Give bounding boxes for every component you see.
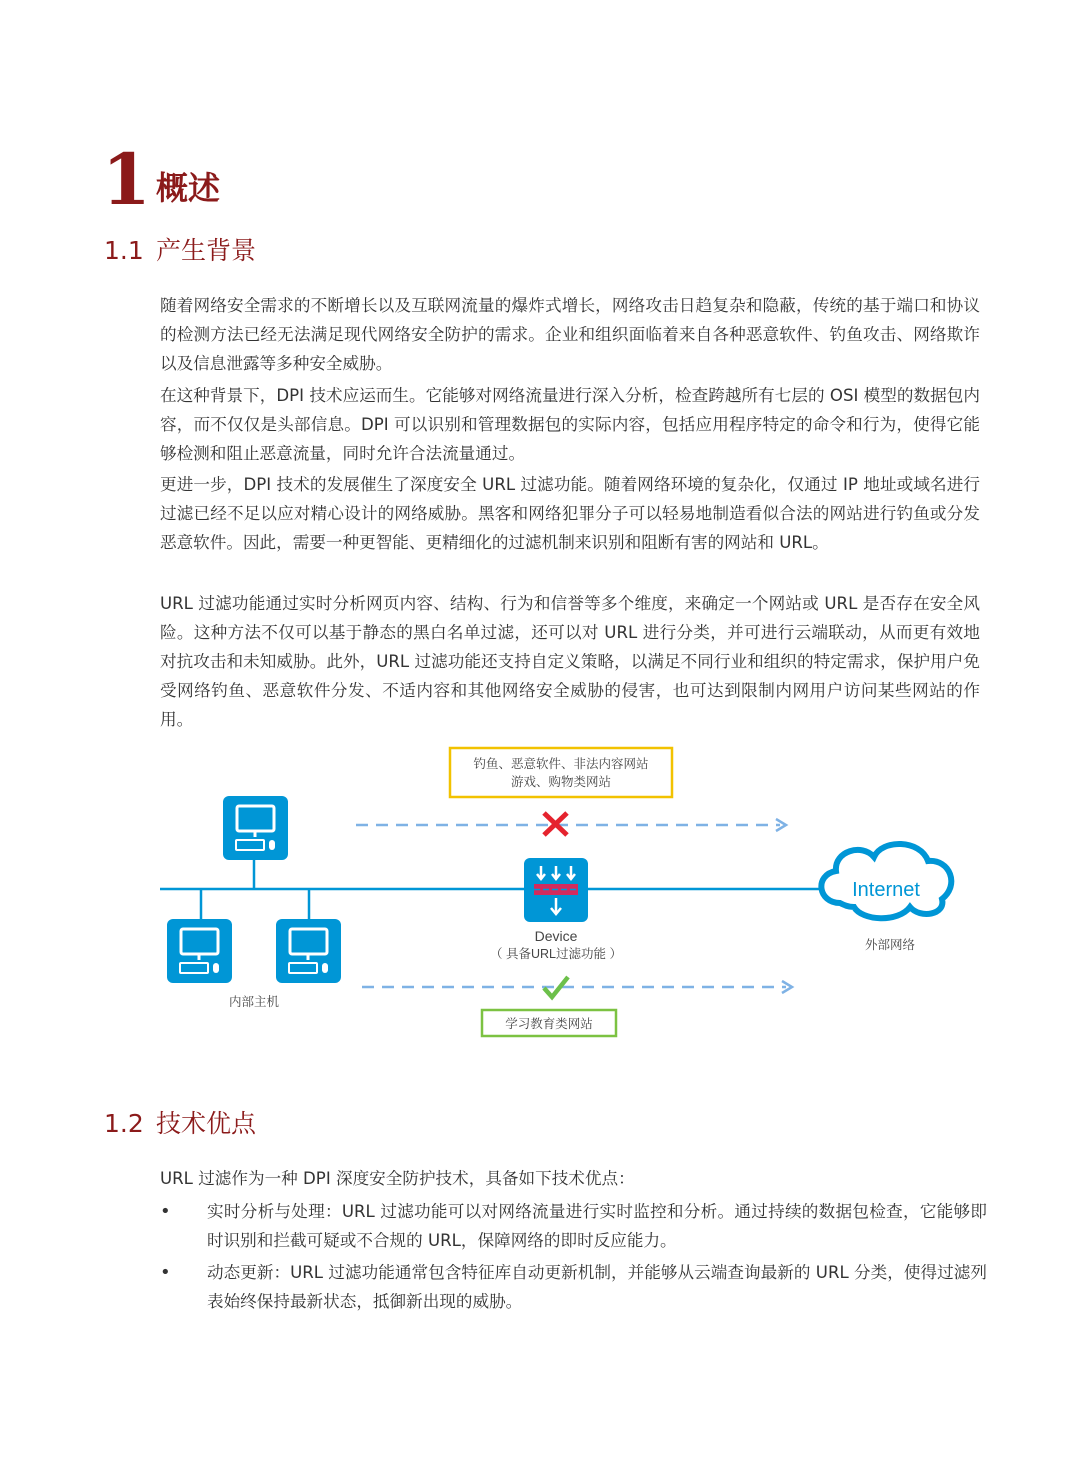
- paragraph: 随着网络安全需求的不断增长以及互联网流量的爆炸式增长，网络攻击日趋复杂和隐蔽，传统的基于端口和协议的检测方法已经无法满足现代网络安全防护的需求。企业和组织面临着来自各种恶意软件、钓鱼攻击、网络欺诈以及信息泄露等多种安全威胁。: [160, 296, 980, 373]
- device-note: （ 具备URL过滤功能 ）: [490, 947, 622, 961]
- computer-icon: [167, 919, 232, 983]
- url-filter-diagram: [150, 735, 970, 1045]
- firewall-device-icon: [524, 858, 588, 922]
- chapter-title: 概述: [156, 169, 221, 207]
- bullet-icon: •: [160, 1262, 171, 1283]
- chapter-number: 1: [102, 138, 151, 221]
- internet-label: Internet: [852, 879, 920, 901]
- blocked-sites-label: 游戏、购物类网站: [510, 775, 612, 789]
- list-item-text: 实时分析与处理：URL 过滤功能可以对网络流量进行实时监控和分析。通过持续的数据包检查，它能够即时识别和拦截可疑或不合规的 URL，保障网络的即时反应能力。: [207, 1202, 987, 1250]
- device-name: Device: [534, 928, 578, 944]
- section-title: 技术优点: [156, 1109, 257, 1138]
- bullet-icon: •: [160, 1201, 171, 1222]
- paragraph: URL 过滤功能通过实时分析网页内容、结构、行为和信誉等多个维度，来确定一个网站或 URL 是否存在安全风险。这种方法不仅可以基于静态的黑白名单过滤，还可以对 URL 进行分类，并可进行云端联动，从而更有效地对抗攻击和未知威胁。此外，URL 过滤功能还支持自定义策略，以满足不同行业和组织的特定需求，保护用户免受网络钓鱼、恶意软件分发、不适内容和其他网络安全威胁的侵害，也可达到限制内网用户访问某些网站的作用。: [160, 594, 980, 729]
- paragraph: 在这种背景下，DPI 技术应运而生。它能够对网络流量进行深入分析，检查跨越所有七层的 OSI 模型的数据包内容，而不仅仅是头部信息。DPI 可以识别和管理数据包的实际内容，包括应用程序特定的命令和行为，使得它能够检测和阻止恶意流量，同时允许合法流量通过。: [160, 386, 980, 463]
- blocked-sites-box: [450, 748, 672, 797]
- paragraph: 更进一步，DPI 技术的发展催生了深度安全 URL 过滤功能。随着网络环境的复杂化，仅通过 IP 地址或域名进行过滤已经不足以应对精心设计的网络威胁。黑客和网络犯罪分子可以轻易地制造看似合法的网站进行钓鱼或分发恶意软件。因此，需要一种更智能、更精细化的过滤机制来识别和阻断有害的网站和 URL。: [160, 475, 980, 552]
- section-title: 产生背景: [156, 236, 257, 265]
- internal-hosts-label: 内部主机: [228, 995, 280, 1009]
- section-heading-1-2: [104, 1108, 256, 1140]
- section-intro: URL 过滤作为一种 DPI 深度安全防护技术，具备如下技术优点：: [160, 1169, 635, 1188]
- computer-icon: [276, 919, 341, 983]
- section-number: 1.1: [104, 236, 144, 265]
- section-heading-1-1: [104, 235, 256, 267]
- section-number: 1.2: [104, 1109, 144, 1138]
- computer-icon: [223, 796, 288, 860]
- list-item-text: 动态更新：URL 过滤功能通常包含特征库自动更新机制，并能够从云端查询最新的 URL 分类，使得过滤列表始终保持最新状态，抵御新出现的威胁。: [207, 1263, 987, 1311]
- external-network-label: 外部网络: [864, 938, 916, 952]
- allowed-sites-label: 学习教育类网站: [505, 1017, 593, 1031]
- blocked-sites-label: 钓鱼、恶意软件、非法内容网站: [473, 757, 649, 771]
